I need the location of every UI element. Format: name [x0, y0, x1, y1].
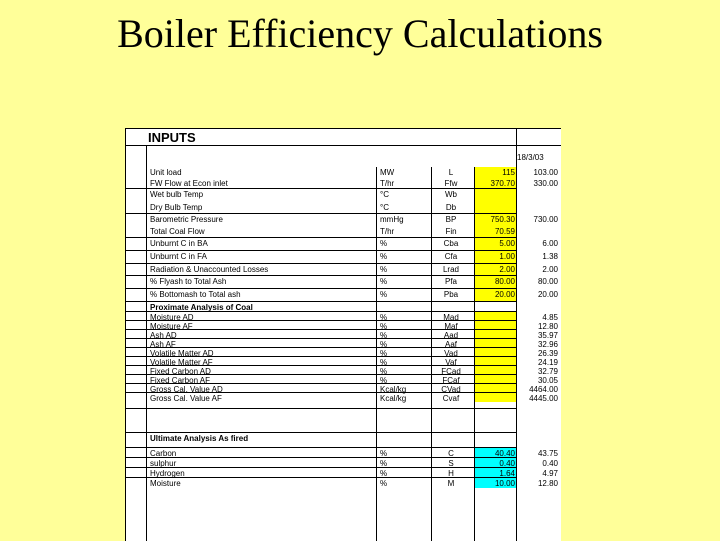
row-label: Unburnt C in BA: [150, 239, 208, 248]
row-value-current: 370.70: [490, 179, 515, 188]
row-symbol: BP: [445, 215, 457, 224]
row-value-reference: 80.00: [537, 277, 558, 286]
row-label: Hydrogen: [150, 469, 185, 478]
row-unit: %: [380, 313, 388, 322]
row-symbol: C: [448, 449, 454, 458]
row-unit: %: [380, 358, 388, 367]
row-label: Volatile Matter AF: [150, 358, 213, 367]
row-value-reference: 4445.00: [529, 394, 558, 403]
table-row: [126, 276, 561, 287]
row-symbol: Mad: [443, 313, 459, 322]
table-row: [126, 226, 561, 237]
table-row: [126, 167, 561, 178]
row-value-current: 80.00: [494, 277, 515, 286]
row-unit: %: [380, 252, 388, 261]
row-symbol: Pfa: [444, 277, 457, 286]
row-value-reference: 330.00: [533, 179, 558, 188]
row-unit: %: [380, 277, 388, 286]
row-symbol: Cba: [443, 239, 459, 248]
row-symbol: Ffw: [444, 179, 458, 188]
row-label: Gross Cal. Value AF: [150, 394, 222, 403]
row-label: % Flyash to Total Ash: [150, 277, 227, 286]
row-unit: Kcal/kg: [380, 385, 407, 394]
row-label: Moisture AF: [150, 322, 193, 331]
row-label: Radiation & Unaccounted Losses: [150, 265, 269, 274]
row-symbol: FCaf: [442, 376, 460, 385]
row-value-reference: 32.79: [537, 367, 558, 376]
row-unit: %: [380, 265, 388, 274]
row-unit: %: [380, 349, 388, 358]
row-unit: %: [380, 290, 388, 299]
row-symbol: Db: [445, 203, 457, 212]
row-unit: %: [380, 340, 388, 349]
row-label: Moisture: [150, 479, 181, 488]
row-value-reference: 20.00: [537, 290, 558, 299]
row-symbol: M: [447, 479, 455, 488]
row-unit: %: [380, 331, 388, 340]
row-symbol: L: [448, 168, 454, 177]
row-label: Proximate Analysis of Coal: [150, 303, 253, 312]
row-value-reference: 103.00: [533, 168, 558, 177]
row-label: Dry Bulb Temp: [150, 203, 203, 212]
row-label: Barometric Pressure: [150, 215, 223, 224]
row-value-reference: 1.38: [542, 252, 558, 261]
row-symbol: Maf: [444, 322, 458, 331]
row-unit: Kcal/kg: [380, 394, 407, 403]
table-row: [126, 264, 561, 275]
row-unit: %: [380, 459, 388, 468]
row-label: Gross Cal. Value AD: [150, 385, 223, 394]
row-value-reference: 4.85: [542, 313, 558, 322]
row-unit: %: [380, 322, 388, 331]
row-value-current: 1.00: [499, 252, 515, 261]
row-symbol: S: [448, 459, 454, 468]
row-label: sulphur: [150, 459, 177, 468]
table-row: [126, 402, 561, 413]
row-label: Fixed Carbon AF: [150, 376, 211, 385]
row-unit: %: [380, 239, 388, 248]
row-symbol: Wb: [445, 190, 457, 199]
row-value-reference: 4464.00: [529, 385, 558, 394]
table-row: [126, 433, 561, 444]
row-label: Ultimate Analysis As fired: [150, 434, 249, 443]
row-unit: T/hr: [380, 227, 395, 236]
slide-title: Boiler Efficiency Calculations: [117, 11, 603, 56]
row-label: Carbon: [150, 449, 177, 458]
row-value-current: 5.00: [499, 239, 515, 248]
row-unit: %: [380, 367, 388, 376]
row-label: Volatile Matter AD: [150, 349, 214, 358]
table-row: [126, 189, 561, 200]
table-row: [126, 214, 561, 225]
row-value-current: 40.40: [494, 449, 515, 458]
row-value-reference: 12.80: [537, 322, 558, 331]
row-unit: °C: [380, 190, 389, 199]
row-value-reference: 2.00: [542, 265, 558, 274]
table-row: [126, 289, 561, 300]
row-symbol: Vaf: [445, 358, 457, 367]
row-symbol: Cfa: [444, 252, 458, 261]
row-value-current: 0.40: [499, 459, 515, 468]
row-unit: %: [380, 479, 388, 488]
row-unit: %: [380, 469, 388, 478]
row-value-reference: 0.40: [542, 459, 558, 468]
row-symbol: FCad: [441, 367, 461, 376]
row-value-reference: 43.75: [537, 449, 558, 458]
row-symbol: Aaf: [444, 340, 457, 349]
row-value-reference: 24.19: [537, 358, 558, 367]
date-cell: 18/3/03: [517, 153, 544, 162]
row-value-reference: 26.39: [537, 349, 558, 358]
row-unit: %: [380, 376, 388, 385]
row-label: Ash AD: [150, 331, 177, 340]
row-label: Ash AF: [150, 340, 176, 349]
row-value-reference: 32.96: [537, 340, 558, 349]
row-label: Unit load: [150, 168, 182, 177]
row-value-current: 2.00: [499, 265, 515, 274]
row-value-current: 115: [502, 168, 515, 177]
row-value-reference: 6.00: [542, 239, 558, 248]
row-unit: T/hr: [380, 179, 395, 188]
row-value-current: 10.00: [494, 479, 515, 488]
row-label: Fixed Carbon AD: [150, 367, 211, 376]
row-symbol: Aad: [443, 331, 459, 340]
row-symbol: Lrad: [442, 265, 459, 274]
row-value-reference: 730.00: [533, 215, 558, 224]
table-row: [126, 478, 561, 489]
grid-line-horizontal: [126, 145, 561, 146]
row-value-reference: 12.80: [537, 479, 558, 488]
row-label: Moisture AD: [150, 313, 194, 322]
row-unit: mmHg: [380, 215, 404, 224]
row-symbol: Fin: [445, 227, 457, 236]
spreadsheet-table: [125, 128, 561, 541]
table-row: [126, 238, 561, 249]
row-label: Unburnt C in FA: [150, 252, 207, 261]
row-value-reference: 30.05: [537, 376, 558, 385]
table-row: [126, 202, 561, 213]
row-symbol: Pba: [443, 290, 459, 299]
row-value-reference: 35.97: [537, 331, 558, 340]
row-value-current: 70.59: [494, 227, 515, 236]
row-unit: MW: [380, 168, 395, 177]
row-unit: %: [380, 449, 388, 458]
row-label: % Bottomash to Total ash: [150, 290, 241, 299]
table-row: [126, 178, 561, 189]
row-symbol: Vad: [444, 349, 458, 358]
row-value-current: 750.30: [490, 215, 515, 224]
table-row: [126, 251, 561, 262]
inputs-heading: INPUTS: [148, 130, 196, 145]
row-label: Total Coal Flow: [150, 227, 205, 236]
row-symbol: CVad: [441, 385, 461, 394]
row-label: FW Flow at Econ inlet: [150, 179, 228, 188]
row-symbol: Cvaf: [442, 394, 460, 403]
row-symbol: H: [448, 469, 454, 478]
row-label: Wet bulb Temp: [150, 190, 204, 199]
row-value-current: 1.64: [499, 469, 515, 478]
row-value-current: 20.00: [494, 290, 515, 299]
row-value-reference: 4.97: [542, 469, 558, 478]
row-unit: °C: [380, 203, 389, 212]
